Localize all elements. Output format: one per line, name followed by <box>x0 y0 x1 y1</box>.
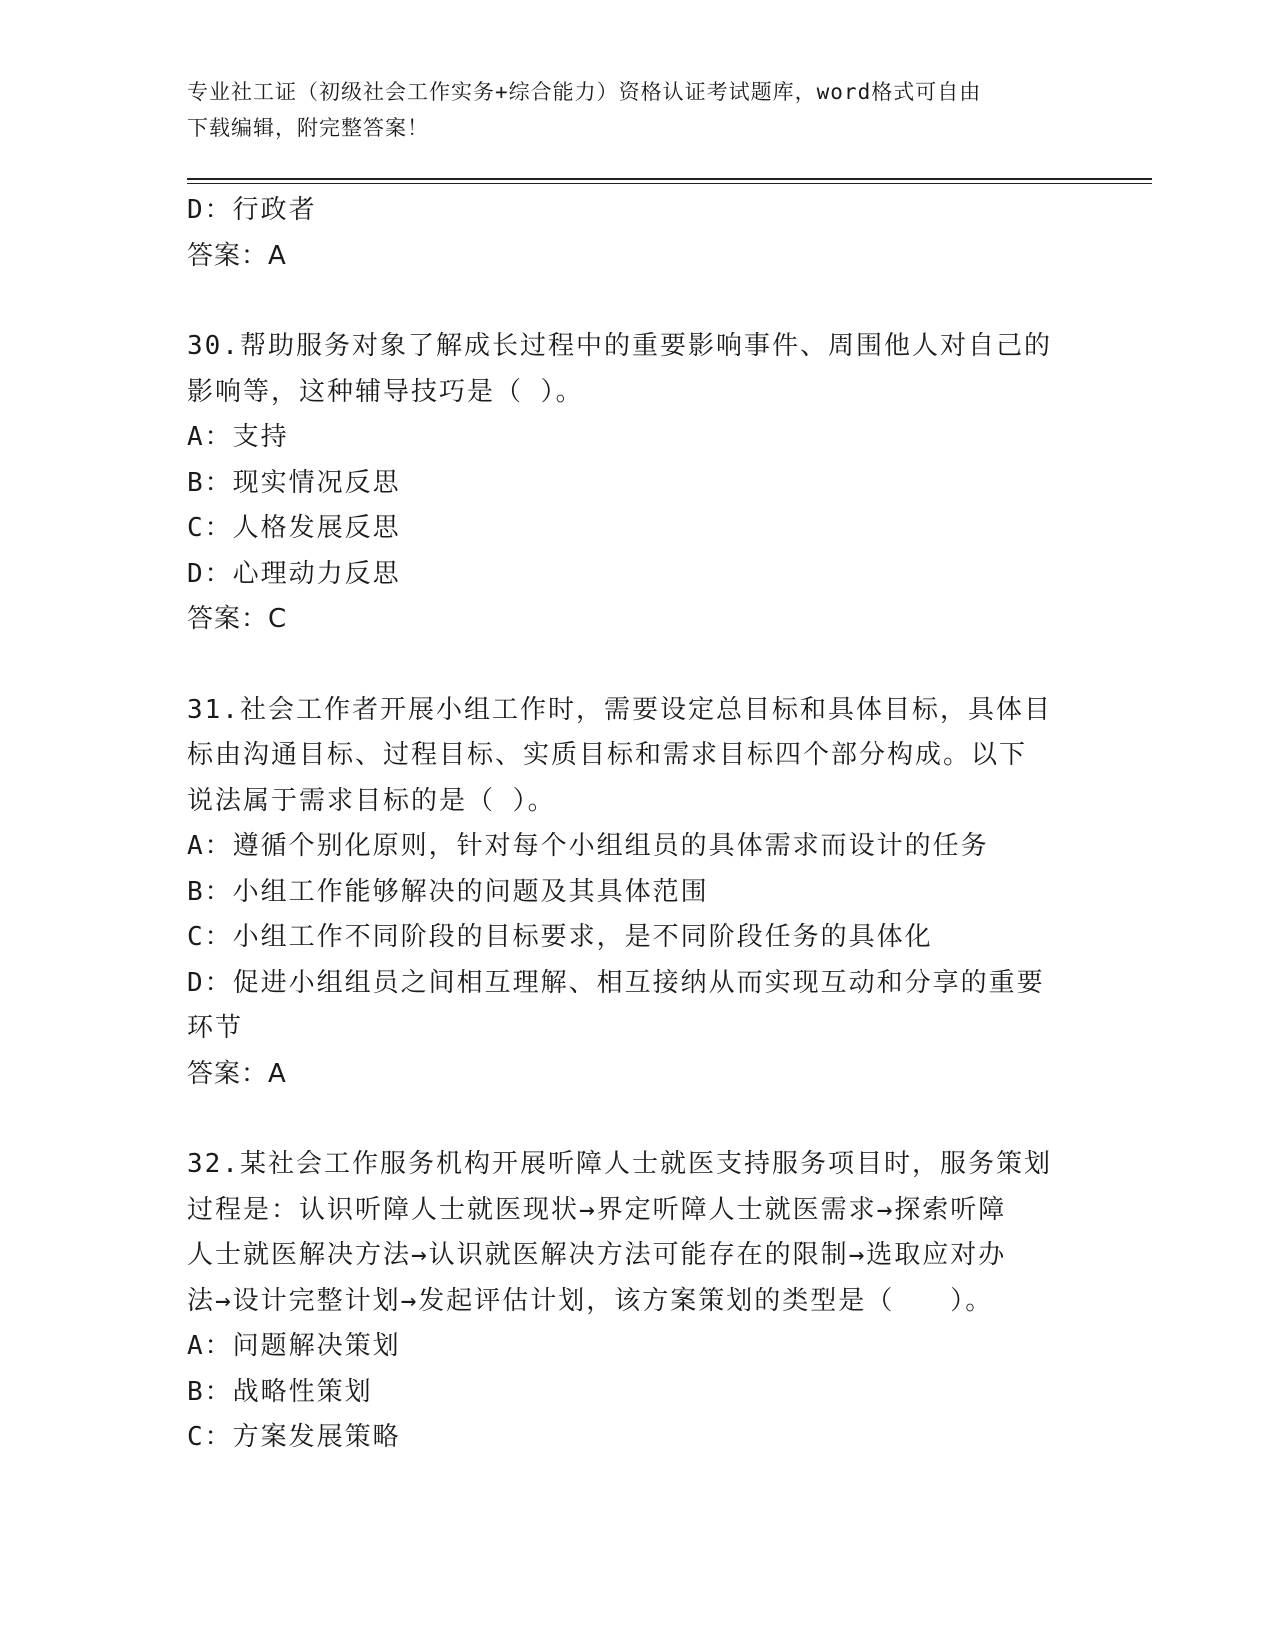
q31-stem-line-1: 31.社会工作者开展小组工作时，需要设定总目标和具体目标，具体目 <box>187 694 1052 725</box>
q31-option-b: B：小组工作能够解决的问题及其具体范围 <box>187 876 709 907</box>
q30-stem-line-1: 30.帮助服务对象了解成长过程中的重要影响事件、周围他人对自己的 <box>187 331 1052 361</box>
q31-stem-line-3: 说法属于需求目标的是（ ）。 <box>187 785 556 816</box>
q30-answer: 答案：C <box>187 604 288 634</box>
q31-option-d-line-2: 环节 <box>187 1013 244 1043</box>
q32-stem-line-4: 法→设计完整计划→发起评估计划，该方案策划的类型是（ ）。 <box>187 1285 994 1316</box>
q30-option-d: D：心理动力反思 <box>187 558 401 589</box>
header-line-2: 下载编辑，附完整答案！ <box>187 116 429 140</box>
q31-option-c: C：小组工作不同阶段的目标要求，是不同阶段任务的具体化 <box>187 922 933 952</box>
q30-option-c: C：人格发展反思 <box>187 513 401 543</box>
q32-stem-line-2: 过程是：认识听障人士就医现状→界定听障人士就医需求→探索听障 <box>187 1194 1007 1225</box>
question-content <box>187 188 1067 1461</box>
q32-stem-line-1: 32.某社会工作服务机构开展听障人士就医支持服务项目时，服务策划 <box>187 1149 1052 1179</box>
header-line-1: 专业社工证（初级社会工作实务+综合能力）资格认证考试题库，word格式可自由 <box>187 80 982 104</box>
q32-option-c: C：方案发展策略 <box>187 1422 401 1452</box>
q31-option-d-line-1: D：促进小组组员之间相互理解、相互接纳从而实现互动和分享的重要 <box>187 967 1045 998</box>
q32-stem-line-3: 人士就医解决方法→认识就医解决方法可能存在的限制→选取应对办 <box>187 1240 1007 1270</box>
question-32 <box>187 1142 1067 1461</box>
spacer <box>187 279 1067 324</box>
q31-stem-line-2: 标由沟通目标、过程目标、实质目标和需求目标四个部分构成。以下 <box>187 740 1028 770</box>
q30-stem-line-2: 影响等，这种辅导技巧是（ ）。 <box>187 376 584 407</box>
q32-option-b: B：战略性策划 <box>187 1376 373 1407</box>
question-30 <box>187 324 1067 643</box>
header-divider-thin <box>187 183 1152 184</box>
q30-option-a: A：支持 <box>187 422 289 452</box>
prev-answer: 答案：A <box>187 240 287 271</box>
q32-option-a: A：问题解决策划 <box>187 1331 401 1361</box>
page-header <box>187 74 1087 146</box>
q30-option-b: B：现实情况反思 <box>187 467 401 498</box>
q31-answer: 答案：A <box>187 1058 287 1089</box>
question-31 <box>187 688 1067 1098</box>
q31-option-a: A：遵循个别化原则，针对每个小组组员的具体需求而设计的任务 <box>187 831 989 861</box>
prev-option-d: D：行政者 <box>187 195 317 225</box>
spacer <box>187 643 1067 688</box>
spacer <box>187 1097 1067 1142</box>
header-divider-thick <box>187 178 1152 180</box>
